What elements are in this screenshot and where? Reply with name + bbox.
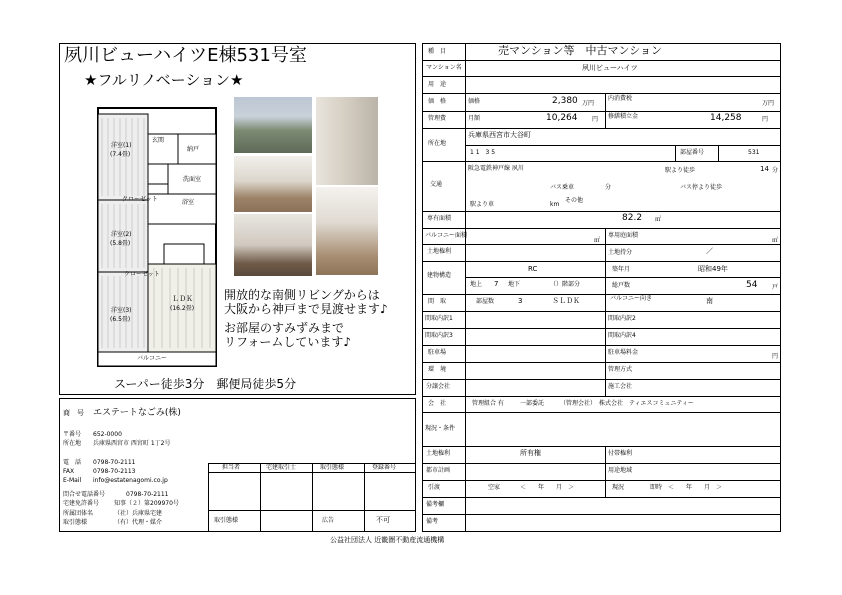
address-label: 所在地 xyxy=(63,440,82,447)
units-label: 総戸数 xyxy=(612,282,631,289)
bus-label: バス乗車 xyxy=(550,184,575,191)
room-label-1a: 洋室(1) xyxy=(111,142,132,149)
floor-room-label: （）階部分 xyxy=(550,281,581,288)
move-state: 空家 xyxy=(488,484,501,491)
label-price: 価 格 xyxy=(428,98,447,105)
email-label: E-Mail xyxy=(63,477,82,484)
tel-label: 電 話 xyxy=(63,459,82,466)
balcony-label: バルコニー xyxy=(137,355,168,362)
mgmt-company: （管理会社） 株式会社 ティエスコミュニティー xyxy=(560,400,694,407)
promo-line-3: お部屋のすみずみまで xyxy=(224,321,345,335)
parking-unit: 円 xyxy=(772,353,779,360)
detail4-label: 間取内訳4 xyxy=(608,332,636,339)
floor-value: 7 xyxy=(494,280,499,288)
layout-num: 3 xyxy=(518,297,523,305)
other-label: その他 xyxy=(565,197,584,204)
room-label-2b: (5.8畳) xyxy=(110,240,131,247)
car-unit: km xyxy=(550,201,560,208)
label-category: 種 目 xyxy=(428,48,447,55)
units-unit: 戸 xyxy=(772,284,779,291)
label-zone: 都市計画 xyxy=(426,467,451,474)
block-value: 1 1 3 5 xyxy=(470,149,496,156)
col-line xyxy=(605,261,606,294)
room-label-2a: 洋室(2) xyxy=(111,231,132,238)
row-line xyxy=(422,480,781,481)
agent: （有）代理・媒介 xyxy=(114,519,163,526)
fax: 0798-70-2113 xyxy=(93,468,136,475)
seal-header-3: 取引態様 xyxy=(320,464,345,471)
room-photo xyxy=(316,187,378,275)
property-title: 夙川ビューハイツE棟531号室 xyxy=(64,45,307,66)
row-line xyxy=(422,328,781,329)
fee-unit: 円 xyxy=(592,116,599,123)
layout-value: ＳＬＤＫ xyxy=(552,297,580,305)
area-unit: ㎡ xyxy=(655,216,662,223)
row-line xyxy=(465,145,781,146)
seal-divider xyxy=(312,463,313,532)
built-label: 築年月 xyxy=(612,266,631,273)
basement-label: 地下 xyxy=(508,281,521,288)
label-purpose: 用 途 xyxy=(428,81,447,88)
land-right-value: ／ xyxy=(706,247,713,255)
washroom-label: 洗面室 xyxy=(183,176,202,183)
fax-label: FAX xyxy=(63,468,75,475)
seal-header-2: 宅建取引士 xyxy=(266,464,297,471)
col-line xyxy=(675,145,676,161)
label-sale: 分譲会社 xyxy=(426,383,451,390)
district-label: 用途地域 xyxy=(608,467,633,474)
col-line xyxy=(605,446,606,497)
closet-label-1: クローゼット xyxy=(122,196,158,203)
move-when: ＜ 年 月 ＞ xyxy=(520,484,575,491)
row-line xyxy=(422,412,781,413)
assoc-label: 所属団体名 xyxy=(63,510,94,517)
entrance-label: 玄関 xyxy=(152,137,165,144)
access-info: スーパー徒歩3分 郵便局徒歩5分 xyxy=(114,377,297,391)
footer: 公益社団法人 近畿圏不動産流通機構 xyxy=(330,536,445,544)
contact: 0798-70-2111 xyxy=(126,491,169,498)
row-line xyxy=(422,362,781,363)
row-line xyxy=(422,497,781,498)
label-fee: 管理費 xyxy=(428,115,447,122)
room-label: 部屋番号 xyxy=(680,149,705,156)
label-environment: 環 境 xyxy=(428,366,447,373)
col-line xyxy=(605,294,606,396)
layout-prefix: 部屋数 xyxy=(476,298,495,305)
promo-line-2: 大阪から神戸まで見渡せます♪ xyxy=(224,302,388,316)
row-line xyxy=(422,161,781,162)
walk-unit: 分 xyxy=(772,167,779,174)
private-label: 専用庭面積 xyxy=(608,232,639,239)
private-unit: ㎡ xyxy=(772,237,779,244)
busstop-label: バス停より徒歩 xyxy=(680,184,723,191)
row-line xyxy=(422,514,781,515)
row-line xyxy=(422,111,781,112)
row-line xyxy=(422,261,781,262)
category-value: 売マンション等 中古マンション xyxy=(498,44,663,57)
row-line xyxy=(422,60,781,61)
label-traffic: 交通 xyxy=(430,181,443,188)
ad-value: 不可 xyxy=(376,516,390,524)
structure-value: RC xyxy=(528,265,538,273)
label-company: 会 社 xyxy=(428,400,447,407)
label-parking: 駐車場 xyxy=(428,349,447,356)
label-structure: 建物構造 xyxy=(427,272,452,279)
status-label: 現況 xyxy=(612,484,625,491)
price-value: 2,380 xyxy=(552,96,578,106)
col-line xyxy=(605,93,606,128)
repair-label: 修繕積立金 xyxy=(608,113,639,120)
management-label2: 管理方式 xyxy=(608,366,633,373)
fee-value: 10,264 xyxy=(546,113,578,123)
label-land-rights: 土地権利 xyxy=(426,450,451,457)
row-line xyxy=(422,93,781,94)
seal-header-4: 登録番号 xyxy=(372,464,397,471)
exterior-photo xyxy=(234,97,312,153)
parking-fee-label: 駐車場料金 xyxy=(608,349,639,356)
row-line xyxy=(422,463,781,464)
label-location: 所在地 xyxy=(428,140,447,147)
row-line xyxy=(422,228,781,229)
area-value: 82.2 xyxy=(622,213,643,223)
email: info@estatenagomi.co.jp xyxy=(93,477,168,484)
promo-line-1: 開放的な南側リビングからは xyxy=(224,288,380,302)
dir-label: バルコニー向き xyxy=(610,295,653,302)
label-balcony: バルコニー面積 xyxy=(425,232,468,239)
price-unit: 万円 xyxy=(582,100,595,107)
row-line xyxy=(422,396,781,397)
row-line xyxy=(422,128,781,129)
row-line xyxy=(422,211,781,212)
price2-unit: 万円 xyxy=(762,100,775,107)
land-rights-value: 所有権 xyxy=(520,449,541,457)
agent-label: 取引態様 xyxy=(63,519,88,526)
constructor-label: 施工会社 xyxy=(608,383,633,390)
label-area: 専有面積 xyxy=(427,215,452,222)
row-line xyxy=(422,244,781,245)
license: 知事（２）第209970号 xyxy=(114,500,179,507)
units-value: 54 xyxy=(746,280,758,290)
subtitle: ★フルリノベーション★ xyxy=(84,71,244,89)
company-name: エステートなごみ(株) xyxy=(93,408,181,418)
dir-value: 南 xyxy=(706,297,713,305)
closet-label-2: クローゼット xyxy=(124,271,160,278)
location-value: 兵庫県西宮市大谷町 xyxy=(468,131,531,139)
walk-value: 14 xyxy=(760,165,769,173)
storage-label: 納戸 xyxy=(187,146,200,153)
label-layout: 間 取 xyxy=(428,298,447,305)
postal-label: 〒番号 xyxy=(63,431,82,438)
room-label-3b: (6.5畳) xyxy=(110,316,131,323)
ad-label: 広告 xyxy=(322,517,335,524)
repair-value: 14,258 xyxy=(710,113,742,123)
ldk-size: (16.2畳) xyxy=(170,305,195,312)
price2-sub: 内消費税 xyxy=(608,95,633,102)
label-move: 引渡 xyxy=(428,484,441,491)
row-line xyxy=(422,311,781,312)
col-line xyxy=(718,145,719,161)
built-value: 昭和49年 xyxy=(698,265,728,273)
living-photo xyxy=(234,156,312,212)
label-condition: 現況・条件 xyxy=(425,425,456,432)
price-sub: 価格 xyxy=(468,98,481,105)
status-when: 即時 ＜ 年 月 ＞ xyxy=(650,484,723,491)
walk-label: 駅より徒歩 xyxy=(665,167,696,174)
fee-sub: 月額 xyxy=(468,115,481,122)
license-label: 宅建免許番号 xyxy=(63,500,100,507)
bath-label: 浴室 xyxy=(182,199,195,206)
label-notes: 備考 xyxy=(426,518,439,525)
label-detail3: 間取内訳3 xyxy=(425,332,453,339)
col-line xyxy=(605,228,606,261)
company-name-label: 商 号 xyxy=(63,409,84,417)
bathroom-photo xyxy=(316,97,378,185)
room-label-1b: (7.4畳) xyxy=(110,151,131,158)
room-label-3a: 洋室(3) xyxy=(111,307,132,314)
address: 兵庫県西宮市 西宮町 1丁2号 xyxy=(93,440,171,447)
label-land: 土地権利 xyxy=(427,248,452,255)
kitchen-photo xyxy=(234,214,312,276)
room-value: 531 xyxy=(748,149,760,156)
seal-divider xyxy=(260,463,261,510)
ldk-label: ＬＤＫ xyxy=(172,295,193,303)
row-line xyxy=(422,379,781,380)
trade-label: 取引態様 xyxy=(214,517,239,524)
postal: 652-0000 xyxy=(93,431,122,438)
land-right-label: 土地持分 xyxy=(608,249,633,256)
detail2-label: 間取内訳2 xyxy=(608,315,636,322)
row-line xyxy=(422,446,781,447)
row-line xyxy=(422,345,781,346)
assoc: （社）兵庫県宅建 xyxy=(114,510,163,517)
row-line xyxy=(422,76,781,77)
mgmt-type: 一部委託 xyxy=(520,400,545,407)
repair-unit: 円 xyxy=(762,116,769,123)
label-detail1: 間取内訳1 xyxy=(425,315,453,322)
car-label: 駅より車 xyxy=(470,201,495,208)
floor-label: 地上 xyxy=(470,281,483,288)
label-remarks: 備考欄 xyxy=(426,501,445,508)
seal-divider xyxy=(364,463,365,532)
contact-label: 問合せ電話番号 xyxy=(63,491,106,498)
line-value: 阪急電鉄神戸線 夙川 xyxy=(468,165,524,172)
promo-line-4: リフォームしています♪ xyxy=(224,335,352,349)
equip-label: 付帯権利 xyxy=(608,450,633,457)
label-name: マンション名 xyxy=(426,64,462,71)
bus-unit: 分 xyxy=(605,184,612,191)
name-value: 夙川ビューハイツ xyxy=(582,64,638,72)
seal-header-1: 担当者 xyxy=(222,464,241,471)
seal-divider xyxy=(260,510,261,532)
balcony-unit: ㎡ xyxy=(594,237,601,244)
row-line xyxy=(422,294,781,295)
tel: 0798-70-2111 xyxy=(93,459,136,466)
row-line xyxy=(465,277,781,278)
label-column-line xyxy=(465,43,466,532)
mgmt-prefix: 管理組合 有 xyxy=(472,400,504,407)
